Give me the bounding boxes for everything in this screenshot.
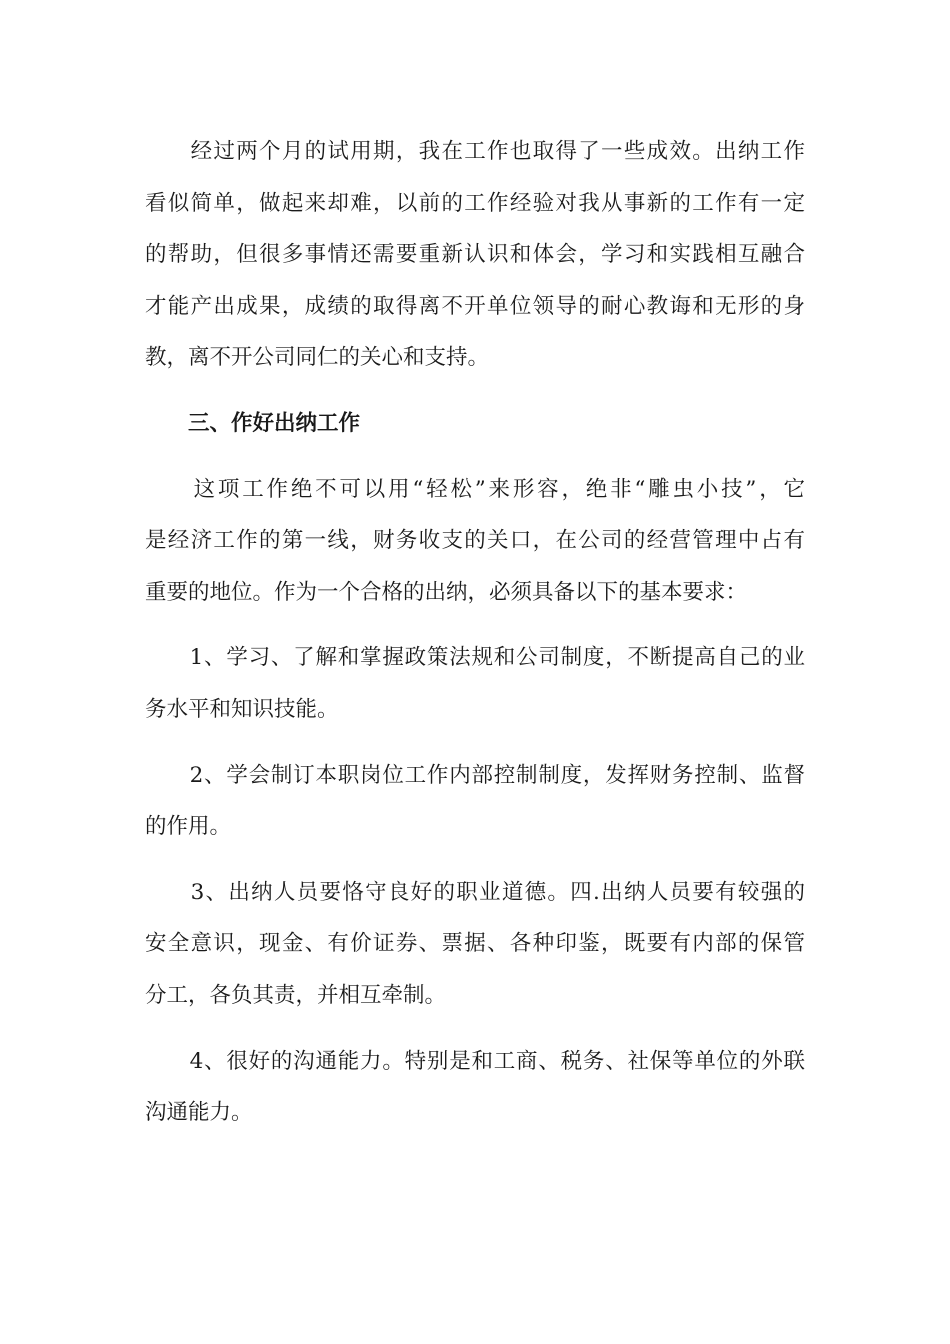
paragraph-line: 务水平和知识技能。 <box>145 696 339 722</box>
paragraph-line: 经过两个月的试用期，我在工作也取得了一些成效。出纳工作 <box>145 139 805 164</box>
paragraph-line: 4、很好的沟通能力。特别是和工商、税务、社保等单位的外联 <box>145 1048 805 1074</box>
section-intro-paragraph <box>145 464 805 619</box>
paragraph-line: 安全意识，现金、有价证券、票据、各种印鉴，既要有内部的保管 <box>145 931 805 957</box>
paragraph-line: 的帮助，但很多事情还需要重新认识和体会，学习和实践相互融合 <box>145 242 805 268</box>
paragraph-line: 1、学习、了解和掌握政策法规和公司制度，不断提高自己的业 <box>145 645 805 671</box>
paragraph-line: 是经济工作的第一线，财务收支的关口，在公司的经营管理中占有 <box>145 528 805 554</box>
intro-paragraph <box>145 126 805 384</box>
paragraph-line: 教，离不开公司同仁的关心和支持。 <box>145 345 490 371</box>
requirement-item-4 <box>145 1036 805 1139</box>
paragraph-line: 沟通能力。 <box>145 1100 253 1126</box>
paragraph-line: 重要的地位。作为一个合格的出纳，必须具备以下的基本要求： <box>145 579 748 605</box>
paragraph-line: 3、出纳人员要恪守良好的职业道德。四.出纳人员要有较强的 <box>145 879 805 905</box>
paragraph-line: 这项工作绝不可以用“轻松”来形容，绝非“雕虫小技”，它 <box>145 476 805 502</box>
section-heading-text: 三、作好出纳工作 <box>145 410 361 436</box>
requirement-item-3 <box>145 867 805 1022</box>
paragraph-line: 看似简单，做起来却难，以前的工作经验对我从事新的工作有一定 <box>145 190 805 216</box>
paragraph-line: 2、学会制订本职岗位工作内部控制制度，发挥财务控制、监督 <box>145 762 805 788</box>
paragraph-line: 才能产出成果，成绩的取得离不开单位领导的耐心教诲和无形的身 <box>145 293 805 319</box>
document-page <box>145 126 805 1153</box>
section-heading <box>145 398 805 450</box>
requirement-item-2 <box>145 750 805 853</box>
paragraph-line: 分工，各负其责，并相互牵制。 <box>145 982 447 1008</box>
paragraph-line: 的作用。 <box>145 814 232 840</box>
requirement-item-1 <box>145 632 805 735</box>
